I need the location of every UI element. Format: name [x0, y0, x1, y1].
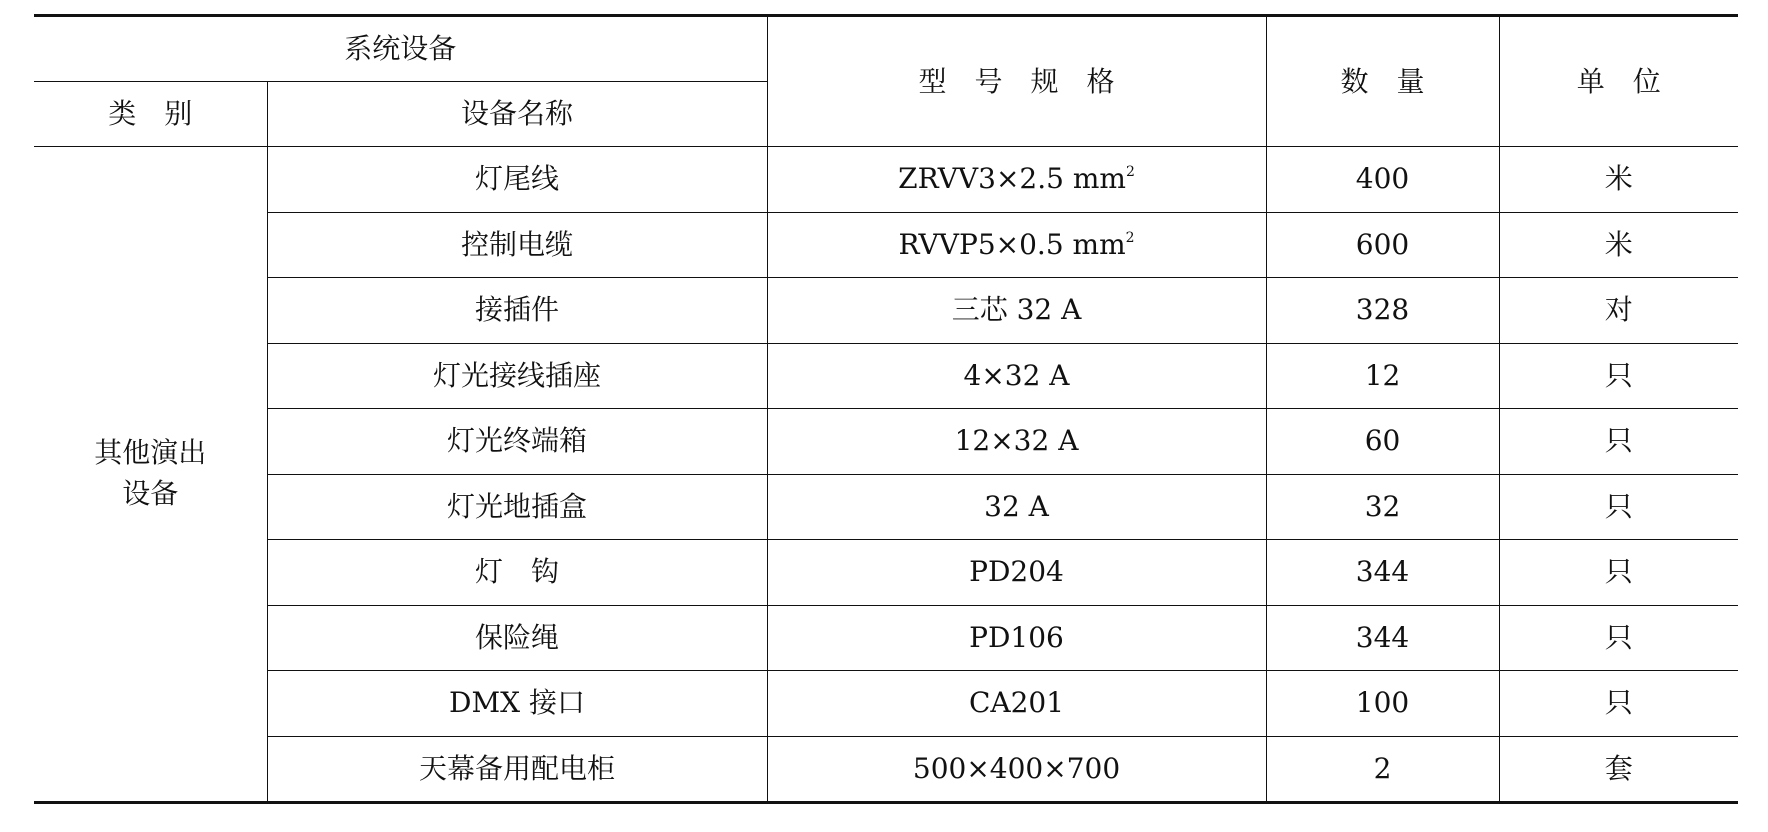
category-label — [34, 433, 267, 514]
table-row — [34, 147, 1738, 213]
model-spec-cell — [767, 147, 1266, 213]
header-unit: 单 位 — [1499, 16, 1738, 147]
quantity-cell: 344 — [1266, 605, 1499, 671]
equipment-name-cell: 灯光终端箱 — [267, 409, 767, 475]
unit-cell: 对 — [1499, 278, 1738, 344]
unit-cell: 套 — [1499, 736, 1738, 803]
table-row — [34, 671, 1738, 737]
model-spec-cell — [767, 474, 1266, 540]
unit-cell: 米 — [1499, 212, 1738, 278]
model-spec-text: 32 A — [984, 489, 1049, 523]
model-spec-text: CA201 — [968, 686, 1065, 720]
table-header — [34, 16, 1738, 147]
equipment-name-cell: 保险绳 — [267, 605, 767, 671]
model-spec-text: 三芯 32 A — [951, 293, 1082, 327]
model-spec-text: 4×32 A — [963, 358, 1070, 392]
quantity-cell: 32 — [1266, 474, 1499, 540]
model-spec-text: PD204 — [969, 555, 1064, 589]
model-spec-text: RVVP5×0.5 mm — [898, 227, 1126, 261]
unit-cell: 只 — [1499, 540, 1738, 606]
category-label-line: 设备 — [122, 477, 179, 510]
equipment-name-cell: 控制电缆 — [267, 212, 767, 278]
equipment-name-cell: 灯 钩 — [267, 540, 767, 606]
unit-cell: 米 — [1499, 147, 1738, 213]
table-row — [34, 736, 1738, 803]
table-row — [34, 605, 1738, 671]
equipment-name-cell: 灯光接线插座 — [267, 343, 767, 409]
table-row — [34, 409, 1738, 475]
equipment-name-cell: 灯光地插盒 — [267, 474, 767, 540]
model-spec-text: PD106 — [969, 620, 1064, 654]
table-row — [34, 474, 1738, 540]
quantity-cell: 328 — [1266, 278, 1499, 344]
header-row-1 — [34, 16, 1738, 82]
model-spec-text: 12×32 A — [954, 424, 1079, 458]
table-body — [34, 147, 1738, 803]
table-row — [34, 278, 1738, 344]
equipment-table-container — [34, 14, 1738, 804]
category-cell — [34, 147, 267, 803]
model-spec-superscript: 2 — [1125, 164, 1135, 181]
header-quantity: 数 量 — [1266, 16, 1499, 147]
header-system-equipment: 系统设备 — [34, 16, 767, 82]
equipment-name-cell: 接插件 — [267, 278, 767, 344]
table-row — [34, 540, 1738, 606]
header-equipment-name: 设备名称 — [267, 82, 767, 147]
quantity-cell: 400 — [1266, 147, 1499, 213]
category-label-line: 其他演出 — [94, 436, 207, 470]
unit-cell: 只 — [1499, 605, 1738, 671]
model-spec-cell — [767, 278, 1266, 344]
model-spec-cell — [767, 605, 1266, 671]
model-spec-cell — [767, 736, 1266, 803]
table-row — [34, 212, 1738, 278]
equipment-name-cell: 灯尾线 — [267, 147, 767, 213]
unit-cell: 只 — [1499, 671, 1738, 737]
model-spec-cell — [767, 671, 1266, 737]
model-spec-cell — [767, 212, 1266, 278]
quantity-cell: 100 — [1266, 671, 1499, 737]
model-spec-cell — [767, 540, 1266, 606]
quantity-cell: 344 — [1266, 540, 1499, 606]
table-row — [34, 343, 1738, 409]
model-spec-cell — [767, 409, 1266, 475]
unit-cell: 只 — [1499, 343, 1738, 409]
quantity-cell: 60 — [1266, 409, 1499, 475]
quantity-cell: 2 — [1266, 736, 1499, 803]
quantity-cell: 600 — [1266, 212, 1499, 278]
header-model-spec: 型 号 规 格 — [767, 16, 1266, 147]
equipment-name-cell: 天幕备用配电柜 — [267, 736, 767, 803]
equipment-table — [34, 14, 1738, 804]
unit-cell: 只 — [1499, 409, 1738, 475]
header-category: 类 别 — [34, 82, 267, 147]
quantity-cell: 12 — [1266, 343, 1499, 409]
equipment-name-cell: DMX 接口 — [267, 671, 767, 737]
model-spec-cell — [767, 343, 1266, 409]
model-spec-text: ZRVV3×2.5 mm — [898, 162, 1126, 196]
model-spec-superscript: 2 — [1125, 229, 1135, 246]
model-spec-text: 500×400×700 — [912, 751, 1121, 785]
unit-cell: 只 — [1499, 474, 1738, 540]
